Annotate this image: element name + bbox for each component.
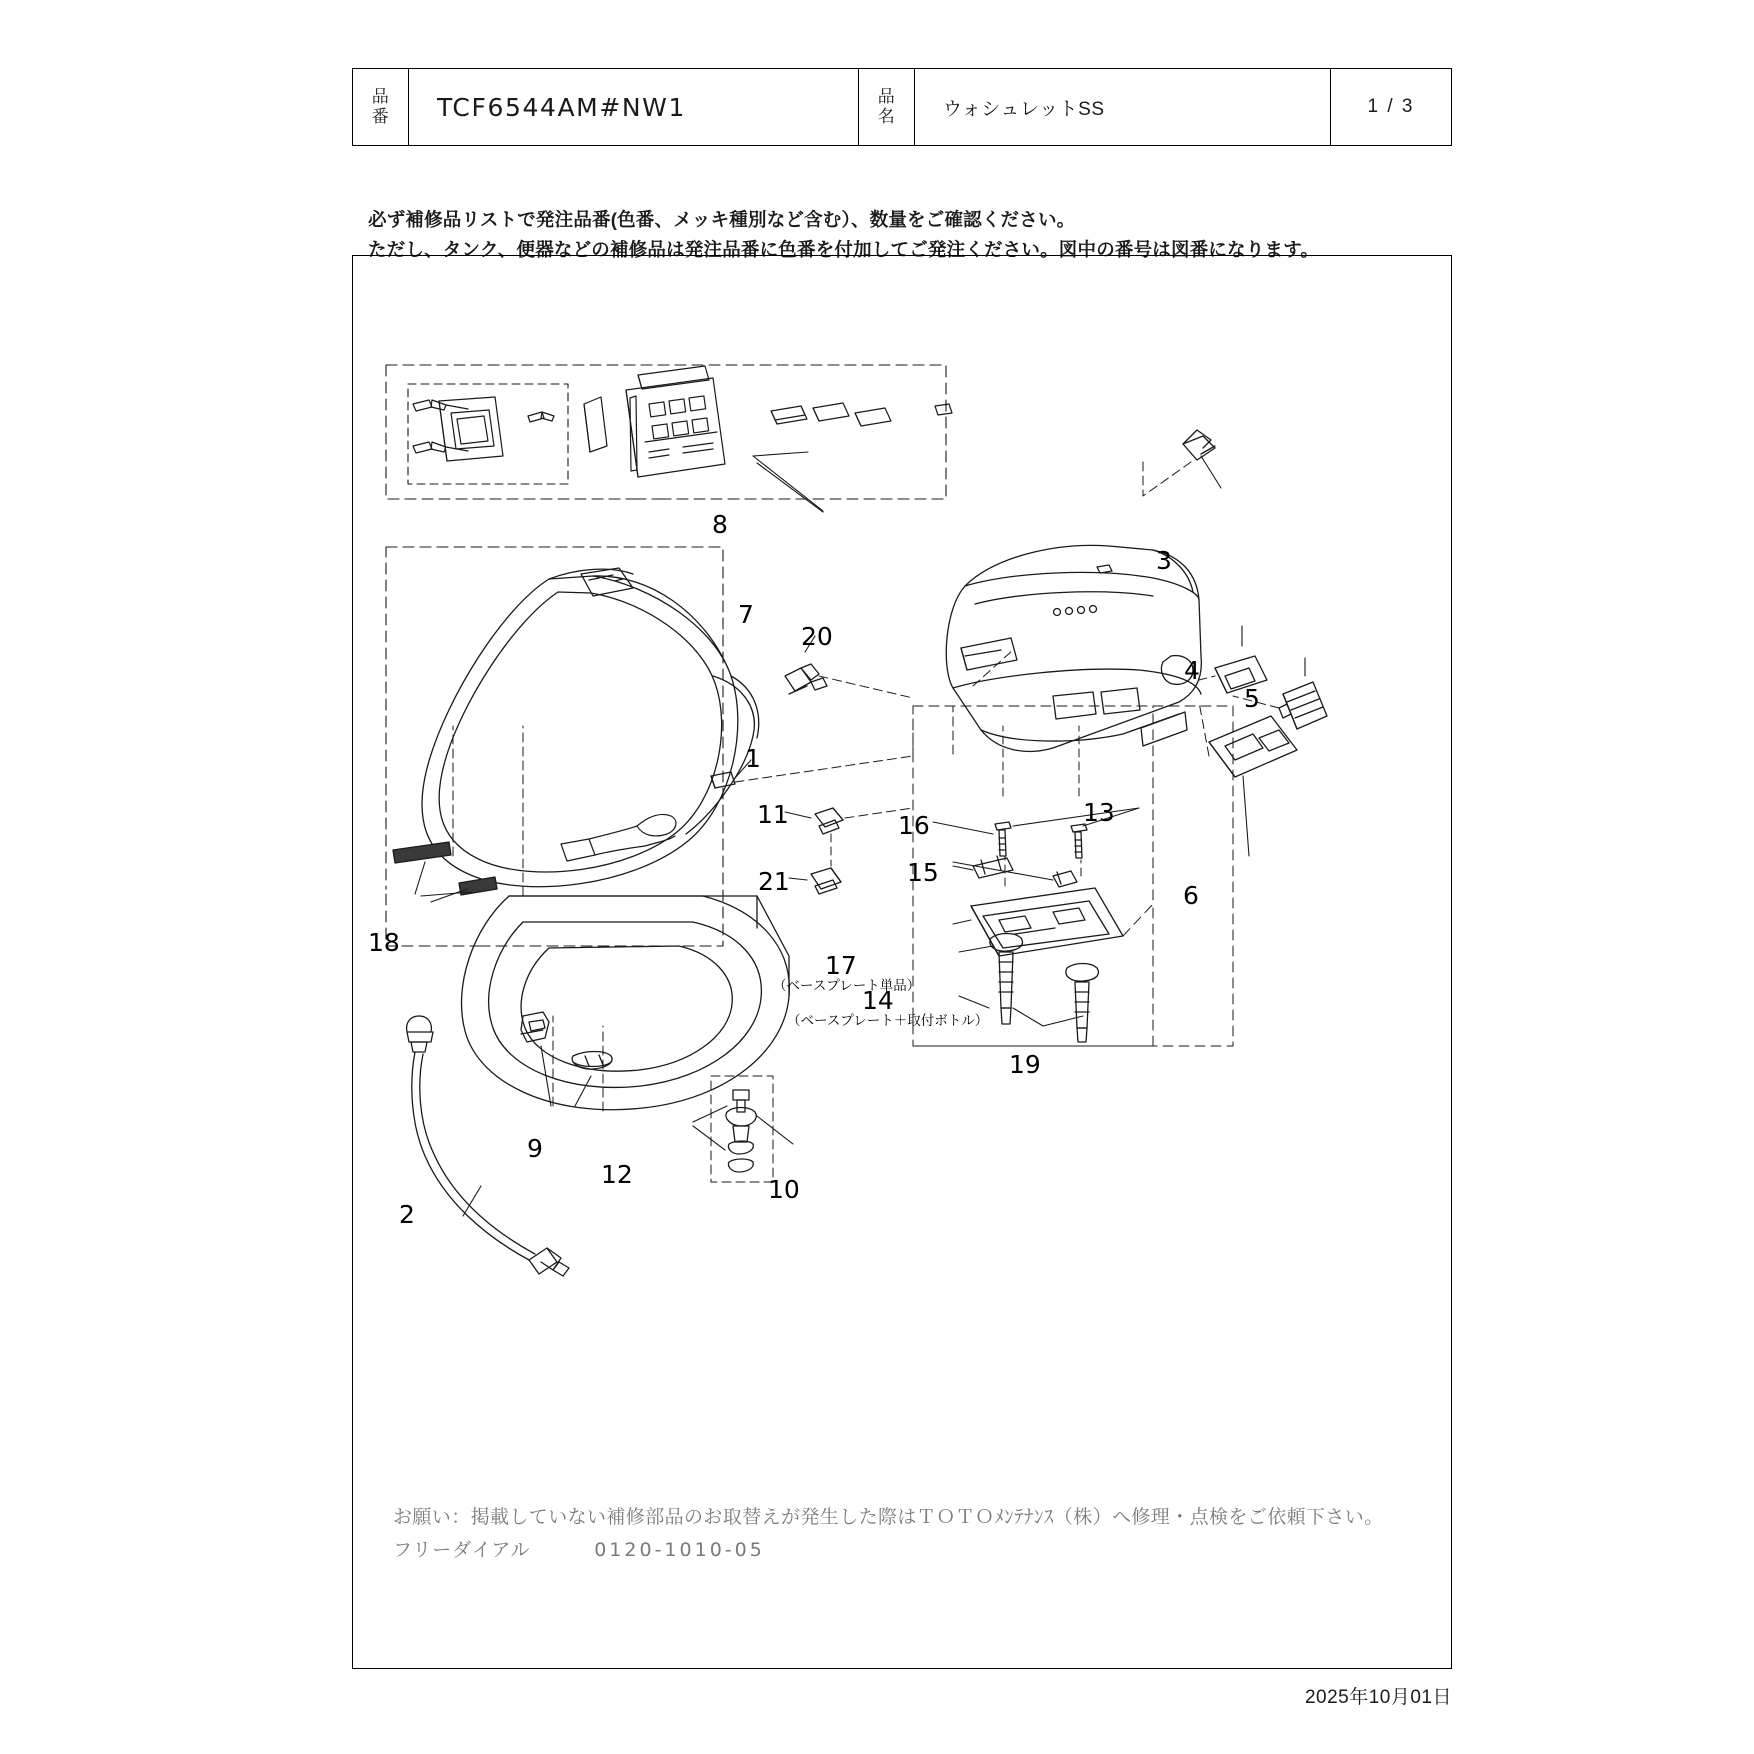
callout-19: 19	[1009, 1050, 1041, 1079]
product-name-label	[859, 69, 915, 145]
callout-9: 9	[527, 1134, 543, 1163]
product-name-value: ウォシュレットSS	[915, 69, 1331, 145]
callout-5: 5	[1244, 684, 1260, 713]
callout-12: 12	[601, 1160, 633, 1189]
model-number-label-line2: 番	[371, 107, 390, 126]
callout-13: 13	[1083, 798, 1115, 827]
callout-1: 1	[745, 744, 761, 773]
product-name-label-line2: 名	[877, 107, 896, 126]
page-indicator: 1 / 3	[1367, 96, 1415, 117]
callout-20: 20	[801, 622, 833, 651]
callout-8: 8	[712, 510, 728, 539]
model-number-label-line1: 品	[371, 86, 390, 106]
free-dial-label: フリーダイアル	[393, 1540, 531, 1562]
callout-14: 14	[862, 986, 894, 1015]
instruction-note-line-1: 必ず補修品リストで発注品番(色番、メッキ種別など含む）、数量をご確認ください。	[368, 209, 1076, 230]
model-number-value: TCF6544AM#NW1	[409, 69, 859, 145]
revision-date: 2025年10月01日	[1304, 1687, 1452, 1708]
callout-18: 18	[368, 928, 400, 957]
model-number-label	[353, 69, 409, 145]
header-table	[352, 68, 1452, 146]
exploded-parts-diagram	[353, 256, 1453, 1670]
service-note-text: お願い：掲載していない補修部品のお取替えが発生した際はＴＯＴＯﾒﾝﾃﾅﾝｽ（株）へ修理・点検をご依頼下さい。	[393, 1507, 1384, 1528]
free-dial-number: 0120-1010-05	[594, 1539, 765, 1562]
instruction-note-line-2: ただし、タンク、便器などの補修品は発注品番に色番を付加してご発注ください。図中の番号は図番になります。	[368, 238, 1320, 260]
callout-11: 11	[757, 800, 789, 829]
callout-3: 3	[1156, 546, 1172, 575]
callout-21: 21	[758, 867, 790, 896]
callout-17: 17	[825, 951, 857, 980]
callout-14-sublabel: （ベースプレート＋取付ボトル）	[787, 1013, 989, 1028]
service-footer-note	[393, 1501, 1413, 1568]
callout-17-sublabel: （ベースプレート単品）	[773, 978, 921, 993]
product-name-label-line1: 品	[877, 86, 896, 106]
callout-4: 4	[1184, 656, 1200, 685]
diagram-frame	[352, 255, 1452, 1669]
callout-16: 16	[898, 811, 930, 840]
callout-10: 10	[768, 1175, 800, 1204]
callout-7: 7	[738, 600, 754, 629]
callout-6: 6	[1183, 881, 1199, 910]
callout-2: 2	[399, 1200, 415, 1229]
callout-15: 15	[907, 858, 939, 887]
